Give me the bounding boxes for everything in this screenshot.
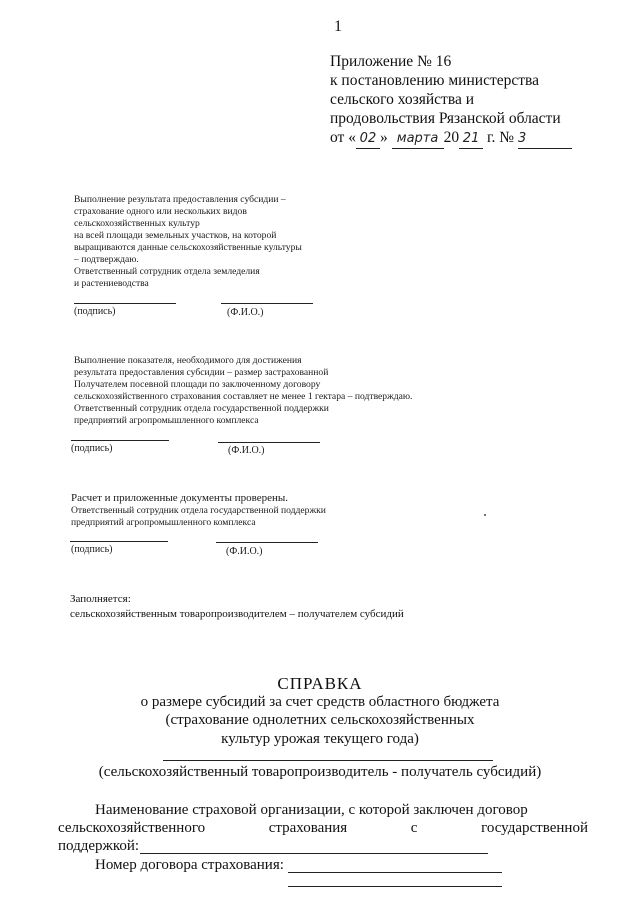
- verification-block: [71, 491, 326, 529]
- insurer-line-3: поддержкой:: [58, 838, 140, 854]
- insurer-word: государственной: [481, 820, 588, 836]
- block2-line: результата предоставления субсидии – размер застрахованной: [74, 367, 329, 378]
- certificate-line-2: (страхование однолетних сельскохозяйственных: [165, 712, 475, 728]
- block1-signature-line: [74, 303, 176, 304]
- block1-signature-caption: (подпись): [74, 306, 116, 317]
- block1-fio-line: [221, 303, 313, 304]
- filled-by-label: Заполняется:: [70, 593, 131, 605]
- date-year-prefix: 20: [443, 129, 460, 146]
- block1-line: страхование одного или нескольких видов: [74, 206, 247, 217]
- block3-fio-line: [216, 542, 318, 543]
- insurer-line-1: Наименование страховой организации, с которой заключен договор: [95, 802, 528, 818]
- insurer-name-field[interactable]: [140, 853, 488, 854]
- block1-line: выращиваются данные сельскохозяйственные культуры: [74, 242, 302, 253]
- block3-fio-caption: (Ф.И.О.): [226, 546, 263, 557]
- date-year-suffix: 21: [459, 129, 483, 149]
- certificate-line-3: культур урожая текущего года): [221, 731, 419, 747]
- block2-signature-caption: (подпись): [71, 443, 113, 454]
- insurer-line-2: [58, 820, 588, 837]
- block2-line: сельскохозяйственного страхования составляет не менее 1 гектара – подтверждаю.: [74, 391, 413, 402]
- contract-number-field-extra[interactable]: [288, 886, 502, 887]
- appendix-line-3: сельского хозяйства и: [330, 91, 474, 108]
- appendix-line-2: к постановлению министерства: [330, 72, 540, 89]
- decree-number-label: г. №: [486, 129, 515, 146]
- block2-line: Ответственный сотрудник отдела государственной поддержки: [74, 403, 329, 414]
- date-day: 02: [356, 129, 380, 149]
- date-prefix: от «: [330, 129, 356, 146]
- appendix-date-line: [330, 128, 572, 149]
- page-number: 1: [334, 18, 342, 35]
- decree-number: 3: [518, 129, 572, 149]
- insurer-word: сельскохозяйственного: [58, 820, 206, 836]
- appendix-line-1: Приложение № 16: [330, 53, 452, 70]
- block3-signature-caption: (подпись): [71, 544, 113, 555]
- appendix-line-4: продовольствия Рязанской области: [330, 110, 561, 127]
- block2-fio-line: [218, 442, 320, 443]
- certificate-title: СПРАВКА: [277, 674, 363, 693]
- block2-fio-caption: (Ф.И.О.): [228, 445, 265, 456]
- block1-fio-caption: (Ф.И.О.): [227, 307, 264, 318]
- block3-line: предприятий агропромышленного комплекса: [71, 517, 256, 528]
- date-quote-close: »: [379, 129, 388, 146]
- insurer-word: страхования: [268, 820, 348, 836]
- block3-signature-line: [70, 541, 168, 542]
- filled-by-value: сельскохозяйственным товаропроизводителем – получателем субсидий: [70, 608, 404, 620]
- block2-line: Выполнение показателя, необходимого для достижения: [74, 355, 302, 366]
- certificate-line-1: о размере субсидий за счет средств областного бюджета: [140, 694, 500, 710]
- appendix-header: [330, 52, 572, 149]
- block1-line: и растениеводства: [74, 278, 149, 289]
- block1-line: сельскохозяйственных культур: [74, 218, 200, 229]
- block2-line: предприятий агропромышленного комплекса: [74, 415, 259, 426]
- producer-caption: (сельскохозяйственный товаропроизводитель - получатель субсидий): [98, 764, 542, 780]
- scan-speck: [484, 514, 486, 516]
- date-month: марта: [392, 129, 444, 149]
- contract-number-label: Номер договора страхования:: [95, 857, 284, 873]
- block2-line: Получателем посевной площади по заключенному договору: [74, 379, 321, 390]
- block1-line: Выполнение результата предоставления субсидии –: [74, 194, 286, 205]
- block1-line: Ответственный сотрудник отдела земледелия: [74, 266, 260, 277]
- confirmation-block-1: [74, 194, 302, 290]
- insurer-word: с: [410, 820, 418, 836]
- contract-number-field[interactable]: [288, 872, 502, 873]
- producer-name-field[interactable]: [163, 760, 493, 761]
- confirmation-block-2: [74, 355, 412, 427]
- block2-signature-line: [71, 440, 169, 441]
- block3-line: Ответственный сотрудник отдела государственной поддержки: [71, 505, 326, 516]
- block1-line: – подтверждаю.: [74, 254, 139, 265]
- block3-line: Расчет и приложенные документы проверены.: [71, 492, 289, 504]
- block1-line: на всей площади земельных участков, на которой: [74, 230, 277, 241]
